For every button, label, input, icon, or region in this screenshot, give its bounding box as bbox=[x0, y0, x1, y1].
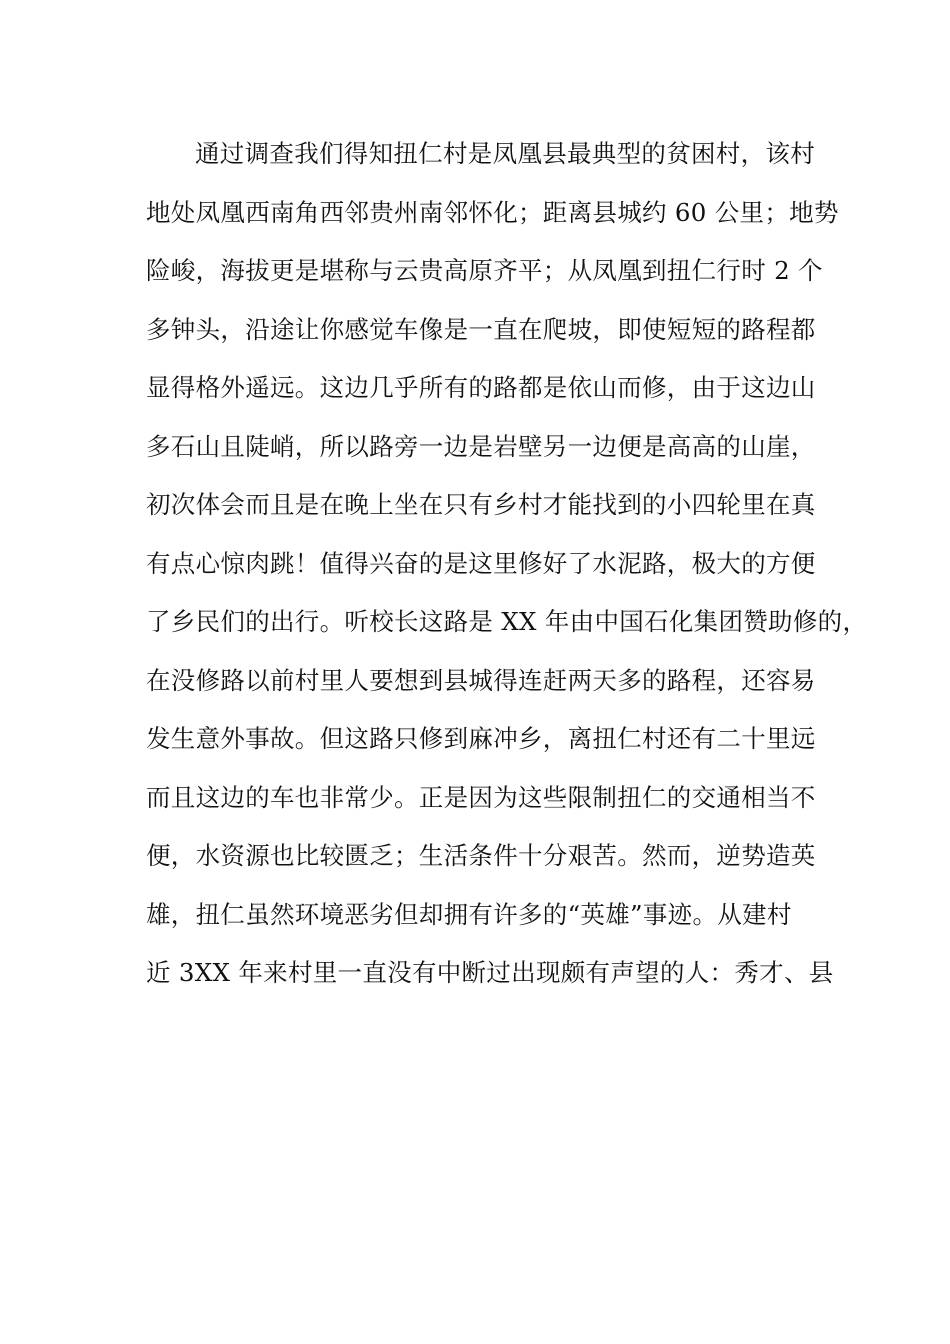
text-line: 雄，扭仁虽然环境恶劣但却拥有许多的“英雄”事迹。从建村 bbox=[146, 899, 792, 929]
text-line: 通过调查我们得知扭仁村是凤凰县最典型的贫困村，该村 bbox=[195, 139, 815, 168]
text-line: 便，水资源也比较匮乏；生活条件十分艰苦。然而，逆势造英 bbox=[146, 841, 816, 870]
text-line: 了乡民们的出行。听校长这路是 XX 年由中国石化集团赞助修的， bbox=[146, 607, 868, 636]
text-line: 有点心惊肉跳！值得兴奋的是这里修好了水泥路，极大的方便 bbox=[146, 548, 816, 578]
paragraph bbox=[146, 132, 868, 1010]
text-line: 而且这边的车也非常少。正是因为这些限制扭仁的交通相当不 bbox=[146, 782, 816, 812]
text-line: 初次体会而且是在晚上坐在只有乡村才能找到的小四轮里在真 bbox=[146, 490, 816, 519]
text-line: 地处凤凰西南角西邻贵州南邻怀化；距离县城约 60 公里；地势 bbox=[146, 197, 839, 227]
text-line: 险峻，海拔更是堪称与云贵高原齐平；从凤凰到扭仁行时 2 个 bbox=[146, 256, 823, 285]
text-line: 显得格外遥远。这边几乎所有的路都是依山而修，由于这边山 bbox=[146, 373, 816, 402]
text-line: 发生意外事故。但这路只修到麻冲乡，离扭仁村还有二十里远 bbox=[146, 724, 816, 753]
text-line: 在没修路以前村里人要想到县城得连赶两天多的路程，还容易 bbox=[146, 665, 816, 695]
text-line: 多钟头，沿途让你感觉车像是一直在爬坡，即使短短的路程都 bbox=[146, 314, 816, 344]
text-line: 多石山且陡峭，所以路旁一边是岩壁另一边便是高高的山崖， bbox=[146, 431, 816, 461]
text-line: 近 3XX 年来村里一直没有中断过出现颇有声望的人：秀才、县 bbox=[146, 958, 834, 987]
